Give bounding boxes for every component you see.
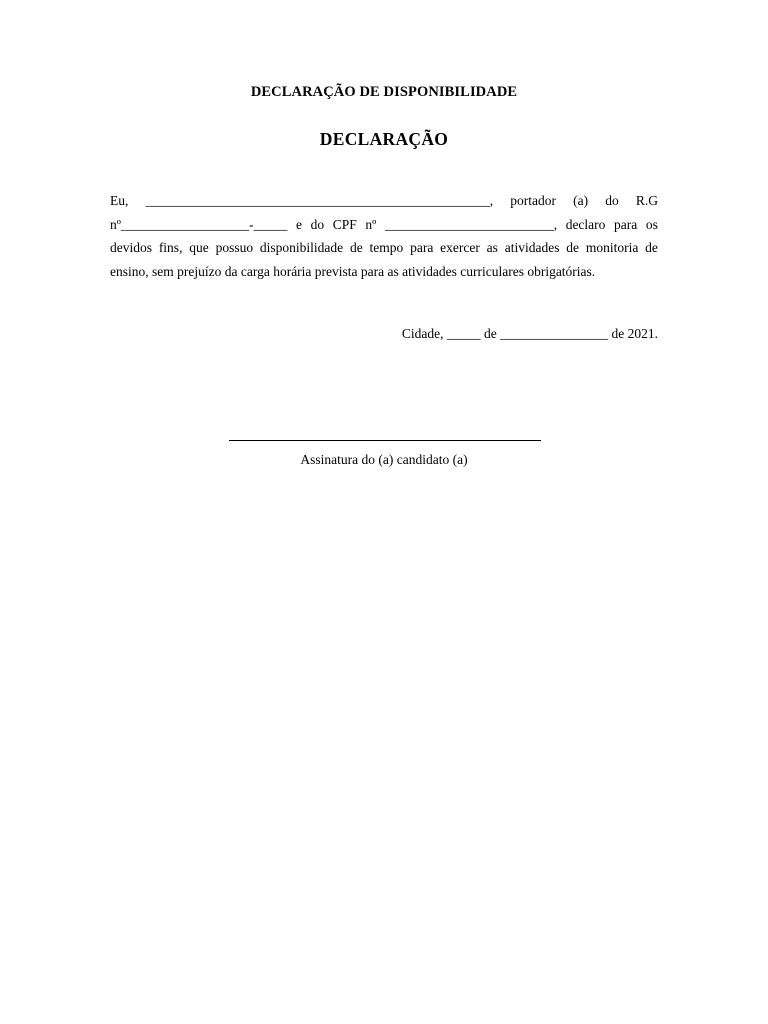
document-main-title: DECLARAÇÃO	[319, 129, 449, 149]
cpf-blank: _________________________,	[384, 216, 558, 232]
word: para	[410, 240, 434, 255]
word: e	[296, 216, 303, 232]
word: do	[605, 193, 619, 208]
word: possuo	[215, 240, 254, 255]
word: monitoria	[585, 240, 639, 255]
word: exercer	[440, 240, 480, 255]
word: fins,	[158, 240, 183, 255]
name-blank: ___________________________________________________,	[145, 193, 494, 208]
rg-blank: nº___________________-_____	[110, 216, 288, 232]
signature-line	[229, 440, 541, 441]
word: R.G	[635, 193, 658, 208]
word: CPF	[332, 216, 357, 232]
word: Eu,	[110, 193, 129, 208]
word: de	[349, 240, 363, 255]
word: do	[310, 216, 325, 232]
word: que	[189, 240, 209, 255]
word: de	[566, 240, 580, 255]
signature-caption: Assinatura do (a) candidato (a)	[300, 452, 468, 467]
word: disponibilidade	[259, 240, 344, 255]
paragraph-line-1	[110, 189, 658, 213]
word: de	[645, 240, 658, 255]
document-header-title: DECLARAÇÃO DE DISPONIBILIDADE	[250, 84, 518, 100]
word: devidos	[110, 240, 152, 255]
word: portador	[510, 193, 556, 208]
declaration-paragraph	[110, 189, 658, 283]
word: atividades	[504, 240, 560, 255]
word: nº	[365, 216, 377, 232]
word: as	[486, 240, 498, 255]
paragraph-line-3	[110, 236, 658, 260]
word: os	[645, 216, 658, 232]
word: declaro	[565, 216, 606, 232]
word: (a)	[573, 193, 589, 208]
word: para	[614, 216, 638, 232]
word: tempo	[369, 240, 404, 255]
paragraph-line-2	[110, 213, 658, 237]
date-line: Cidade, _____ de ________________ de 2021.	[401, 326, 658, 341]
paragraph-line-4: ensino, sem prejuízo da carga horária prevista para as atividades curriculares obrigatórias.	[110, 263, 596, 279]
